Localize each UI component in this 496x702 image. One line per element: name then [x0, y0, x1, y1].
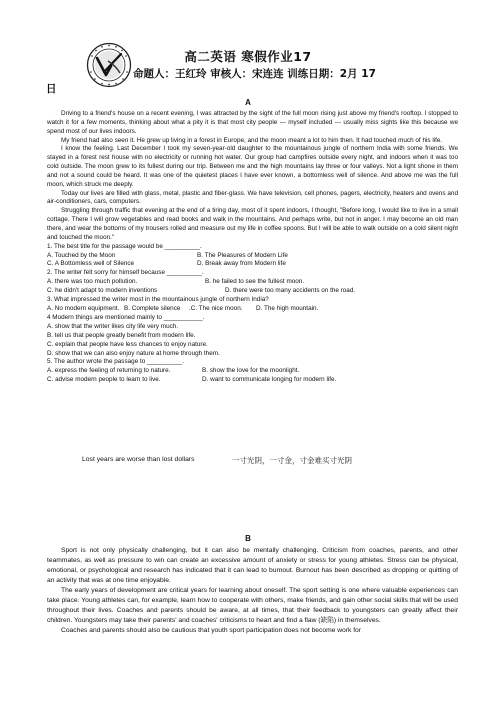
option[interactable]: B. he failed to see the fullest moon. — [205, 278, 305, 286]
section-b-content — [47, 546, 458, 636]
proverb-english: Lost years are worse than lost dollars — [82, 456, 195, 463]
paragraph: The early years of development are critical years for learning about oneself. The sport setting is one where valuable experiences can take place. Young athletes can, for example, learn how to cooperate with others, make friends, and gain other social skills that will be used throughout their lives. Coaches and parents should be aware, at all times, that their feedback to youngsters can greatly affect their children. Youngsters may take their parents' and coaches' criticisms to heart and find a flaw (缺陷) in themselves. — [47, 586, 458, 624]
proverb-chinese: 一寸光阴，一寸金，寸金难买寸光阴 — [232, 456, 352, 465]
question-options — [47, 252, 458, 261]
author-line-end: 日 — [46, 83, 57, 95]
option[interactable]: .C. The nice moon. — [189, 305, 243, 312]
option[interactable]: B. tell us that people greatly benefit from modern life. — [47, 331, 196, 339]
question-options — [47, 305, 458, 314]
section-b-label: B — [245, 534, 251, 543]
option[interactable]: B. show the love for the moonlight. — [202, 367, 300, 375]
option[interactable]: D. show that we can also enjoy nature at home through them. — [47, 349, 220, 357]
question-options — [47, 278, 458, 287]
question-stem: 4 Modern things are mentioned mainly to ___________. — [47, 313, 205, 321]
paragraph: Driving to a friend's house on a recent evening, I was attracted by the sight of the full moon rising just above my friend's rooftop. I stopped to watch it for a few moments, thinking about what a pity it is that most city people --- myself included --- usually miss sights like this because we spend most of our lives indoors. — [47, 110, 458, 135]
question-stem: 2. The writer felt sorry for himself because __________. — [47, 269, 204, 277]
paragraph: Coaches and parents should also be cautious that youth sport participation does not become work for — [61, 626, 362, 634]
question-options — [47, 367, 458, 376]
option[interactable]: B. Complete silence — [124, 305, 181, 312]
question-stem: 5. The author wrote the passage to __________. — [47, 358, 185, 366]
option[interactable]: C. he didn't adapt to modern inventions — [47, 287, 158, 295]
paragraph: Sport is not only physically challenging, but it can also be mentally challenging. Criticism from coaches, parents, and other teammates, as well as pressure to win can create an excessive amount of anxiety or stress for young athletes. Stress can be physical, emotional, or psychological and research has indicated that it can lead to burnout. Burnout has been described as dropping or quitting of an activity that was at one time enjoyable. — [47, 547, 458, 584]
question-options — [47, 260, 458, 269]
paragraph: I know the feeling. Last December I took my seven-year-old daughter to the mountainous jungle of northern India with some friends. We stayed in a forest rest house with no electricity or running hot water. Our group had campfires outside every night, and indoors when it was too cold outside. The moon grew to its fullest during our trip. Between me and the high mountains lay three or four valleys. Not a light shone in them and not a sound could be heard. It was one of the quietest places I have ever known, a bottomless well of silence. And above me was the full moon, which struck me deeply. — [47, 145, 458, 188]
section-a-label: A — [245, 98, 251, 107]
option[interactable]: C. advise modern people to learn to live. — [47, 376, 161, 384]
option[interactable]: C. explain that people have less chances to enjoy nature. — [47, 340, 208, 348]
option[interactable]: D. Break away from Modern life — [197, 260, 286, 268]
option[interactable]: A. express the feeling of returning to nature. — [47, 367, 171, 375]
option[interactable]: D. want to communicate longing for modern life. — [202, 376, 337, 384]
question-options — [47, 287, 458, 296]
paragraph: My friend had also seen it. He grew up living in a forest in Europe, and the moon meant a lot to him then. It had touched much of his life. — [61, 136, 443, 144]
option[interactable]: A. Touched by the Moon — [47, 251, 116, 259]
option[interactable]: C. A Bottomless well of Silence — [47, 260, 135, 268]
author-line: 命题人：王红玲 审核人：宋连连 训练日期：2月 17 — [133, 68, 376, 80]
option[interactable]: D. there were too many accidents on the road. — [225, 287, 356, 295]
option[interactable]: D. The high mountain. — [256, 305, 319, 312]
question-stem: 1. The best title for the passage would be __________. — [47, 242, 202, 250]
paragraph: Struggling through traffic that evening at the end of a tiring day, most of it spent indoors, I thought, "Before long, I would like to live in a small cottage. There I will grow vegetables and read books and walk in the mountains. And perhaps write, but not in anger. I may become an old man there, and wear the bottoms of my trousers rolled and measure out my life in coffee spoons. But I will be able to walk outside on a cold silent night and touched the moon." — [47, 207, 458, 241]
paragraph: Today our lives are filled with glass, metal, plastic and fiber-glass. We have television, cell phones, pagers, electricity, heaters and ovens and air-conditioners, cars, computers. — [47, 189, 458, 206]
option[interactable]: A. there was too much pollution. — [47, 278, 138, 286]
option[interactable]: A. show that the writer likes city life very much. — [47, 322, 179, 330]
option[interactable]: A. No modern equipment. — [47, 305, 120, 312]
option[interactable]: B. The Pleasures of Modern Life — [197, 251, 288, 259]
proverb — [82, 456, 352, 465]
question-options — [47, 376, 458, 385]
page-title: 高二英语 寒假作业17 — [184, 49, 312, 64]
section-a-content — [47, 110, 458, 385]
question-stem: 3. What impressed the writer most in the mountainous jungle of northern India? — [47, 296, 269, 304]
